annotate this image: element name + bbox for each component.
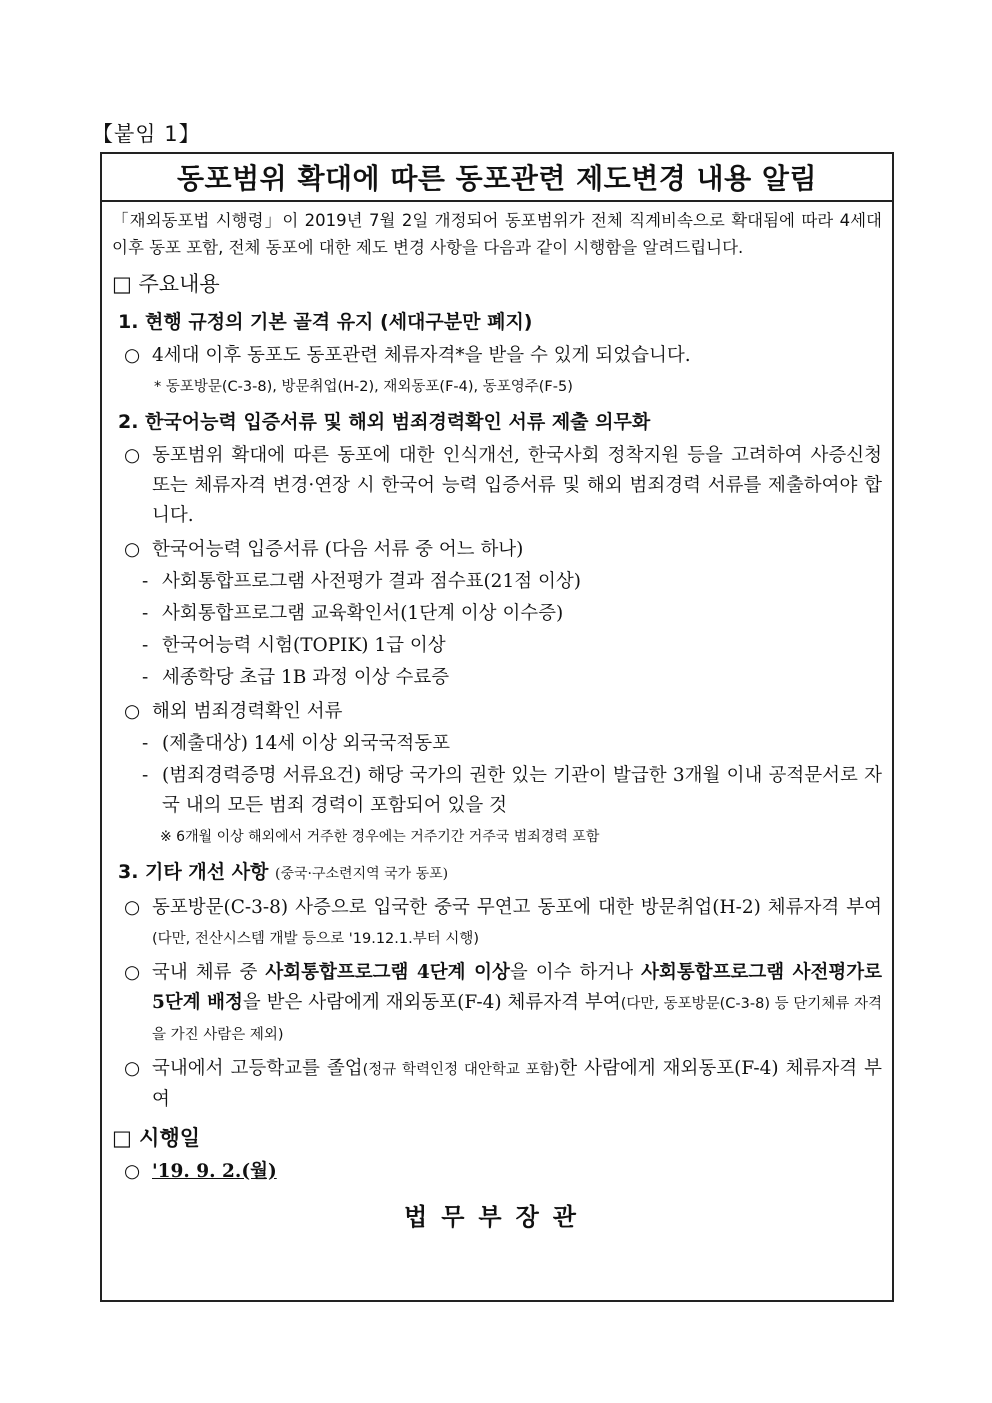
- dash-bullet-icon: -: [142, 765, 149, 786]
- sub-item-text: (범죄경력증명 서류요건) 해당 국가의 권한 있는 기관이 발급한 3개월 이내 공적문서로 자국 내의 모든 범죄 경력이 포함되어 있을 것: [162, 765, 882, 816]
- list-item: [112, 341, 882, 371]
- item-emphasis: 사회통합프로그램 사전평가로 5단계 배정: [152, 962, 883, 1013]
- list-item: [112, 893, 882, 954]
- notice-content: [102, 207, 892, 1232]
- section-main-heading: □ 주요내용: [112, 272, 220, 296]
- heading-3: [118, 857, 882, 889]
- sub-item-text: 한국어능력 시험(TOPIK) 1급 이상: [162, 635, 446, 656]
- notice-box: [100, 152, 894, 1302]
- item-text: 을 받은 사람에게 재외동포(F-4) 체류자격 부여: [242, 992, 621, 1013]
- circle-bullet-icon: ○: [124, 962, 141, 983]
- footnote: * 동포방문(C-3-8), 방문취업(H-2), 재외동포(F-4), 동포영주(F-5): [154, 379, 573, 395]
- item-text: 4세대 이후 동포도 동포관련 체류자격*을 받을 수 있게 되었습니다.: [152, 345, 691, 366]
- dash-bullet-icon: -: [142, 635, 149, 656]
- circle-bullet-icon: ○: [124, 1161, 141, 1182]
- circle-bullet-icon: ○: [124, 1058, 141, 1079]
- heading-3-subtitle: (중국·구소련지역 국가 동포): [275, 866, 449, 882]
- notice-title: 동포범위 확대에 따른 동포관련 제도변경 내용 알림: [102, 154, 892, 202]
- sub-list-item: [112, 761, 882, 821]
- item-remark: (다만, 동포방문(C-3-8) 등 단기체류 자격을 가진 사람은 제외): [152, 996, 882, 1043]
- item-remark: (정규 학력인정 대안학교 포함): [362, 1062, 560, 1078]
- item-text: 동포범위 확대에 따른 동포에 대한 인식개선, 한국사회 정착지원 등을 고려하여 사증신청 또는 체류자격 변경·연장 시 한국어 능력 입증서류 및 해외 범죄경력 서류를 제출하여야 합니다.: [152, 445, 882, 526]
- item-remark: (다만, 전산시스템 개발 등으로 '19.12.1.부터 시행): [152, 931, 480, 947]
- sub-list-item: [112, 729, 882, 759]
- attachment-label: 【붙임 1】: [92, 122, 201, 146]
- sub-list-item: [112, 599, 882, 629]
- item-text: 국내에서 고등학교를 졸업: [152, 1058, 363, 1079]
- dash-bullet-icon: -: [142, 667, 149, 688]
- dash-bullet-icon: -: [142, 571, 149, 592]
- sub-item-text: 사회통합프로그램 교육확인서(1단계 이상 이수증): [162, 603, 564, 624]
- list-item: [112, 697, 882, 727]
- list-item: [112, 441, 882, 531]
- circle-bullet-icon: ○: [124, 445, 141, 466]
- item-text: 해외 범죄경력확인 서류: [152, 701, 343, 722]
- circle-bullet-icon: ○: [124, 539, 141, 560]
- list-item: [112, 535, 882, 565]
- heading-2: 2. 한국어능력 입증서류 및 해외 범죄경력확인 서류 제출 의무화: [118, 411, 651, 433]
- sub-item-text: 세종학당 초급 1B 과정 이상 수료증: [162, 667, 450, 688]
- sub-list-item: [112, 567, 882, 597]
- minister-signature: 법무부장관: [404, 1203, 590, 1231]
- intro-paragraph: 「재외동포법 시행령」이 2019년 7월 2일 개정되어 동포범위가 전체 직계비속으로 확대됨에 따라 4세대 이후 동포 포함, 전체 동포에 대한 제도 변경 사항을 다음과 같이 시행함을 알려드립니다.: [112, 211, 882, 257]
- list-item: [112, 1157, 882, 1187]
- heading-1: 1. 현행 규정의 기본 골격 유지 (세대구분만 폐지): [118, 311, 533, 333]
- item-text: 동포방문(C-3-8) 사증으로 입국한 중국 무연고 동포에 대한 방문취업(H-2) 체류자격 부여: [152, 897, 882, 918]
- circle-bullet-icon: ○: [124, 701, 141, 722]
- item-text: 한 사람에게 재외동포(F-4) 체류자격 부여: [152, 1058, 882, 1110]
- list-item: [112, 1054, 882, 1115]
- circle-bullet-icon: ○: [124, 897, 141, 918]
- footnote: ※ 6개월 이상 해외에서 거주한 경우에는 거주기간 거주국 범죄경력 포함: [160, 829, 600, 845]
- sub-list-item: [112, 631, 882, 661]
- item-text: 국내 체류 중: [152, 962, 266, 983]
- sub-item-text: (제출대상) 14세 이상 외국국적동포: [162, 733, 450, 754]
- item-emphasis: 사회통합프로그램 4단계 이상: [265, 962, 510, 983]
- item-text: 한국어능력 입증서류 (다음 서류 중 어느 하나): [152, 539, 524, 560]
- item-text: 을 이수 하거나: [509, 962, 642, 983]
- section-date-heading: □ 시행일: [112, 1126, 201, 1150]
- sub-item-text: 사회통합프로그램 사전평가 결과 점수표(21점 이상): [162, 571, 581, 592]
- circle-bullet-icon: ○: [124, 345, 141, 366]
- sub-list-item: [112, 663, 882, 693]
- dash-bullet-icon: -: [142, 603, 149, 624]
- dash-bullet-icon: -: [142, 733, 149, 754]
- heading-3-text: 3. 기타 개선 사항: [118, 861, 269, 883]
- list-item: [112, 958, 882, 1050]
- effective-date: '19. 9. 2.(월): [152, 1161, 277, 1182]
